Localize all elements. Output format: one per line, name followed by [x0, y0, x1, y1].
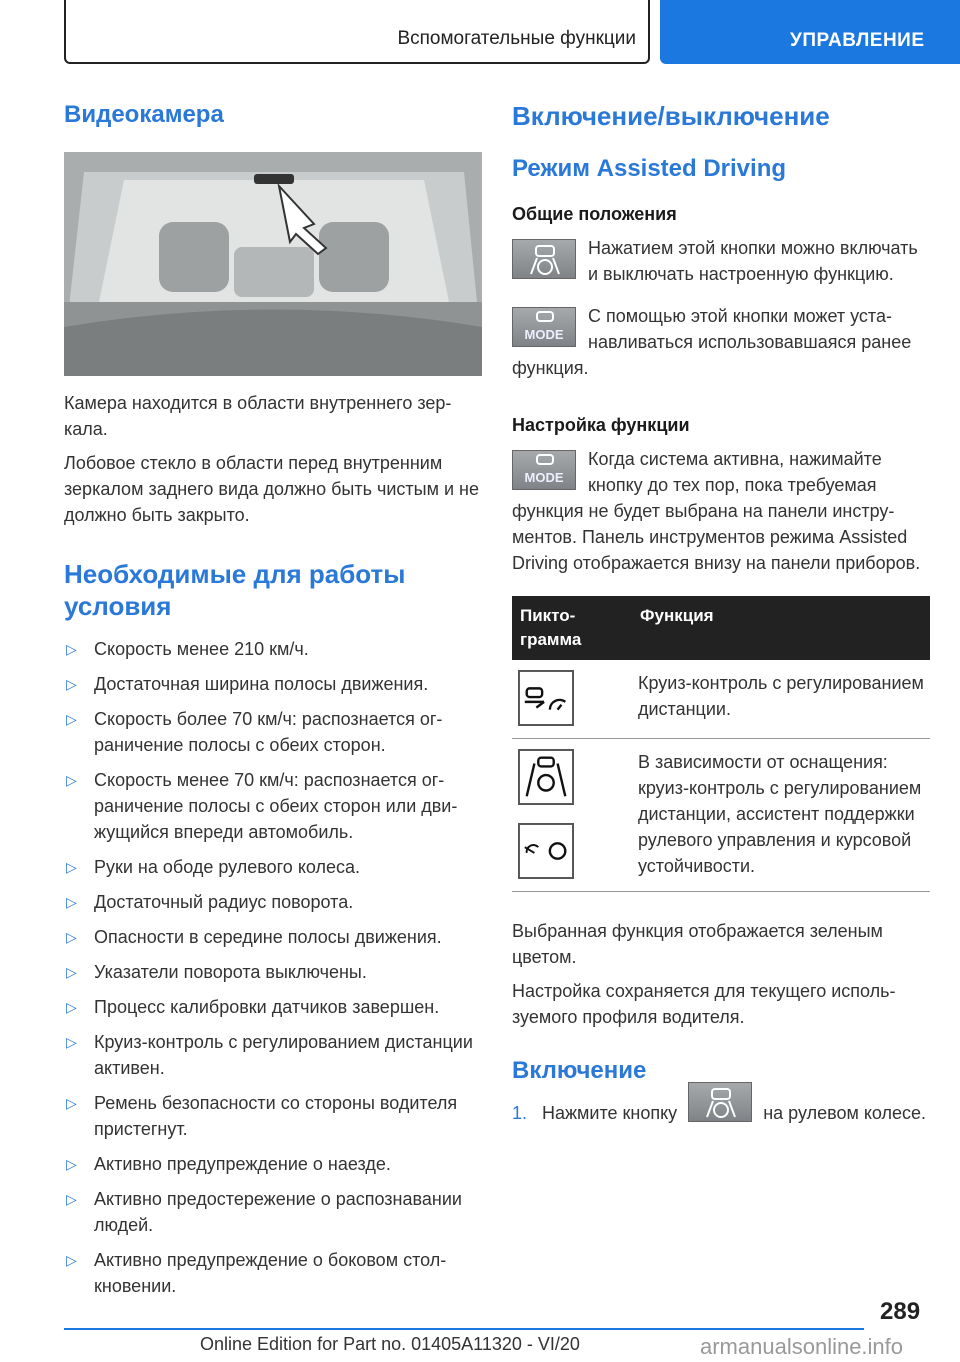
list-item: ▷ Активно предупреждение о боковом столкновении.: [64, 1247, 482, 1299]
steering-assist-icon: [518, 749, 574, 805]
assist-button-image: [688, 1082, 752, 1122]
table-row: [512, 739, 930, 892]
list-item: ▷ Достаточный радиус поворота.: [64, 889, 482, 915]
triangle-bullet-icon: ▷: [66, 894, 77, 910]
list-item: [512, 1100, 930, 1126]
list-item: ▷ Круиз-контроль с регулированием дистанции активен.: [64, 1029, 482, 1081]
car-interior-illustration: [64, 152, 482, 376]
right-column: [512, 100, 930, 1126]
header-chapter-title: УПРАВЛЕНИЕ: [790, 30, 925, 51]
triangle-bullet-icon: ▷: [66, 676, 77, 692]
list-item: ▷ Активно предостережение о распознавании людей.: [64, 1186, 482, 1238]
mode-label: MODE: [524, 470, 564, 485]
setup-paragraph: Когда система активна, нажимайте кнопку до тех пор, пока требуемая функция не будет выбрана на панели инструментов. Панель инструментов режима Assisted Driving отображается внизу на панели приборов.: [512, 449, 921, 573]
mode-button-image: [512, 450, 576, 490]
step-text-a: Нажмите кнопку: [542, 1103, 678, 1123]
car-steering-icon: [513, 240, 577, 280]
assist-button-image: [512, 239, 576, 279]
steps-list: [512, 1100, 930, 1126]
footer-edition: Online Edition for Part no. 01405A11320 - VI/20: [200, 1334, 580, 1354]
after-paragraph-2: Настройка сохраняется для текущего используемого профиля водителя.: [512, 981, 896, 1027]
triangle-bullet-icon: ▷: [66, 859, 77, 875]
table-header-row: [512, 596, 930, 660]
assisted-driving-heading: Режим Assisted Driving: [512, 155, 787, 182]
step-number: 1.: [512, 1103, 528, 1123]
camera-heading: Видеокамера: [64, 101, 224, 128]
list-item: ▷ Скорость более 70 км/ч: распознается ограничение полосы с обеих сторон.: [64, 706, 482, 758]
triangle-bullet-icon: ▷: [66, 772, 77, 788]
table-cell-pictogram: [512, 660, 632, 739]
general-paragraph-1: Нажатием этой кнопки можно включать и выключать настроенную функцию.: [588, 238, 918, 284]
cruise-steering-icon: [518, 823, 574, 879]
list-item: ▷ Процесс калибровки датчиков завершен.: [64, 994, 482, 1020]
left-column: [64, 100, 482, 1308]
conditions-list: [64, 636, 482, 1299]
general-block-2: [512, 303, 930, 381]
table-cell-function: Круиз-контроль с регулированием дистанции.: [632, 660, 930, 739]
triangle-bullet-icon: ▷: [66, 1191, 77, 1207]
table-header-pictogram: Пиктограмма: [512, 596, 632, 660]
list-item: ▷ Активно предупреждение о наезде.: [64, 1151, 482, 1177]
triangle-bullet-icon: ▷: [66, 964, 77, 980]
list-item: ▷ Опасности в середине полосы движения.: [64, 924, 482, 950]
list-item: ▷ Ремень безопасности со стороны водителя пристегнут.: [64, 1090, 482, 1142]
general-paragraph-2: С помощью этой кнопки может устанавливаться использовавшаяся ранее функция.: [512, 306, 912, 378]
mode-label: MODE: [524, 327, 564, 342]
onoff-heading: Включение/выключение: [512, 101, 830, 131]
list-item: ▷ Указатели поворота выключены.: [64, 959, 482, 985]
page-number: 289: [880, 1298, 921, 1325]
footer-watermark: armanualsonline.info: [700, 1334, 904, 1359]
general-block-1: [512, 235, 930, 287]
triangle-bullet-icon: ▷: [66, 1156, 77, 1172]
header-chapter-tab[interactable]: [660, 0, 960, 64]
table-cell-pictogram: [512, 739, 632, 892]
conditions-heading: Необходимые для работы условия: [64, 559, 406, 621]
list-item: ▷ Достаточная ширина полосы движения.: [64, 671, 482, 697]
switch-on-heading: Включение: [512, 1057, 647, 1084]
setup-heading: Настройка функции: [512, 415, 690, 435]
triangle-bullet-icon: ▷: [66, 1095, 77, 1111]
list-item: ▷ Скорость менее 210 км/ч.: [64, 636, 482, 662]
triangle-bullet-icon: ▷: [66, 999, 77, 1015]
footer-divider: [64, 1328, 864, 1330]
car-steering-icon: [689, 1083, 753, 1123]
general-heading: Общие положения: [512, 204, 677, 224]
triangle-bullet-icon: ▷: [66, 929, 77, 945]
list-item: ▷ Руки на ободе рулевого колеса.: [64, 854, 482, 880]
table-cell-function: В зависимости от оснащения: круиз-контроль с регулированием дистанции, ассистент поддержки рулевого управления и курсовой устойчивости.: [632, 739, 930, 892]
triangle-bullet-icon: ▷: [66, 1252, 77, 1268]
camera-location-image: [64, 152, 482, 376]
camera-paragraph-2: Лобовое стекло в области перед внутренним зеркалом заднего вида должно быть чистым и не должно быть закрыто.: [64, 453, 479, 525]
setup-block: [512, 446, 930, 576]
mode-button-image: [512, 307, 576, 347]
after-paragraph-1: Выбранная функция отображается зеленым цветом.: [512, 921, 883, 967]
triangle-bullet-icon: ▷: [66, 641, 77, 657]
step-text-b: на рулевом колесе.: [763, 1103, 927, 1123]
table-header-function: Функция: [632, 596, 930, 660]
camera-paragraph-1: Камера находится в области внутреннего зеркала.: [64, 393, 452, 439]
triangle-bullet-icon: ▷: [66, 1034, 77, 1050]
header-section-box: [64, 0, 650, 64]
table-row: [512, 660, 930, 739]
list-item: ▷ Скорость менее 70 км/ч: распознается ограничение полосы с обеих сторон или движущийся впереди автомобиль.: [64, 767, 482, 845]
function-table: [512, 596, 930, 892]
triangle-bullet-icon: ▷: [66, 711, 77, 727]
header-section-title: Вспомогательные функции: [397, 28, 636, 49]
cruise-control-icon: [518, 670, 574, 726]
